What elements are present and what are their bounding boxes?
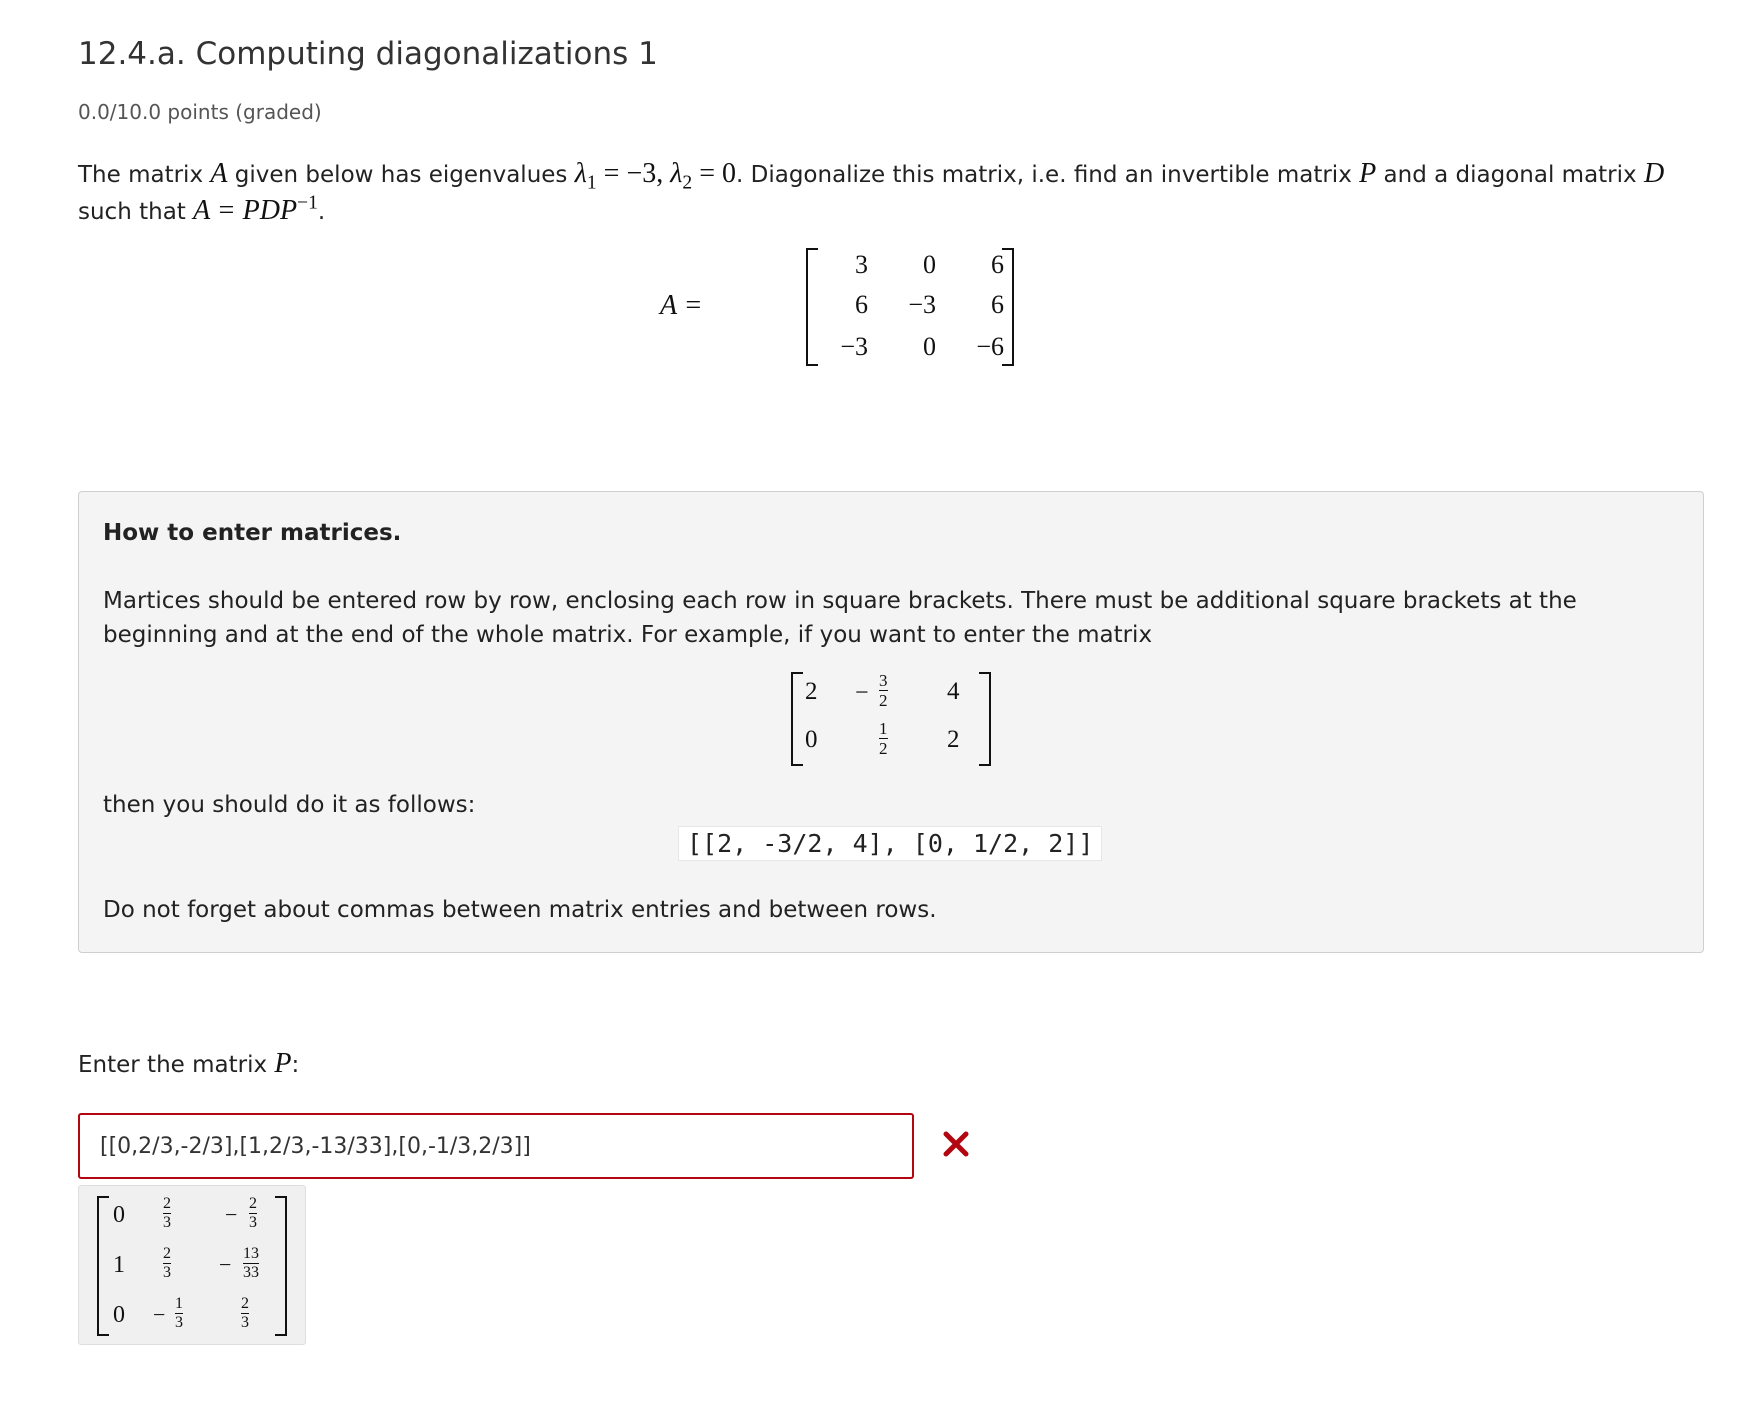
matrix-a-symbol: A <box>210 158 228 189</box>
matrix-p-symbol: P <box>1359 158 1377 189</box>
lambda-symbol: λ <box>670 158 683 189</box>
matrix-p-input[interactable] <box>78 1113 914 1179</box>
intro-text: The matrix <box>78 162 204 188</box>
matrix-cell: −6 <box>976 332 1004 361</box>
lambda-symbol: λ <box>574 158 587 189</box>
intro-text: . Diagonalize this matrix, i.e. find an invertible matrix <box>736 162 1352 188</box>
instructions-title: How to enter matrices. <box>103 520 402 546</box>
matrix-cell: −3 <box>908 290 936 319</box>
inverse-superscript: −1 <box>297 192 318 214</box>
matrix-fraction: 2 3 <box>241 1295 249 1331</box>
intro-text: such that <box>78 199 186 225</box>
instructions-paragraph: Martices should be entered row by row, enclosing each row in square brackets. There must be additional square brackets at the beginning and at the end of the whole matrix. For example, if you want to enter the matrix <box>103 588 1577 648</box>
matrix-cell: 2 <box>947 726 960 753</box>
decomposition-equation: A = PDP <box>193 195 298 226</box>
intro-text: given below has eigenvalues <box>234 162 568 188</box>
matrix-cell: 6 <box>991 290 1004 319</box>
instructions-reminder: Do not forget about commas between matrix entries and between rows. <box>103 897 937 923</box>
sentence-end: . <box>317 199 326 225</box>
matrix-cell: 0 <box>113 1302 125 1328</box>
instructions-then-text: then you should do it as follows: <box>103 792 476 818</box>
minus-sign: − <box>219 1252 232 1277</box>
matrix-cell: 6 <box>855 290 868 319</box>
example-matrix <box>791 672 991 764</box>
lambda-subscript: 2 <box>682 172 693 194</box>
matrix-fraction: 2 3 <box>163 1245 171 1281</box>
matrix-cell: −3 <box>840 332 868 361</box>
problem-statement <box>78 156 1698 230</box>
matrix-fraction: 1 3 <box>175 1295 183 1331</box>
example-code: [[2, -3/2, 4], [0, 1/2, 2]] <box>678 826 1102 861</box>
problem-title: 12.4.a. Computing diagonalizations 1 <box>78 36 658 72</box>
right-bracket <box>275 1196 287 1336</box>
matrix-cell: 4 <box>947 678 960 705</box>
matrix-cell: 0 <box>923 250 936 279</box>
points-status: 0.0/10.0 points (graded) <box>78 100 322 124</box>
matrix-a <box>748 248 1028 368</box>
eigenvalue-2: = 0 <box>699 158 736 189</box>
matrix-d-symbol: D <box>1643 158 1665 189</box>
matrix-cell: 6 <box>991 250 1004 279</box>
right-bracket <box>979 672 991 766</box>
minus-sign: − <box>153 1302 166 1327</box>
matrix-fraction: 2 3 <box>163 1195 171 1231</box>
intro-text: and a diagonal matrix <box>1383 162 1637 188</box>
answer-label: Enter the matrix P: <box>78 1048 300 1079</box>
incorrect-x-icon <box>942 1130 970 1158</box>
left-bracket <box>97 1196 109 1336</box>
matrix-fraction: 1 2 <box>879 719 888 758</box>
matrix-a-label: A = <box>660 290 703 321</box>
matrix-cell: 0 <box>113 1202 125 1228</box>
answer-preview <box>78 1185 306 1345</box>
left-bracket <box>791 672 803 766</box>
matrix-cell: 3 <box>855 250 868 279</box>
minus-sign: − <box>225 1202 238 1227</box>
lambda-subscript: 1 <box>586 172 597 194</box>
instructions-box <box>78 491 1704 953</box>
matrix-cell: 2 <box>805 678 818 705</box>
matrix-cell: 0 <box>805 726 818 753</box>
matrix-fraction: 2 3 <box>249 1195 257 1231</box>
matrix-fraction: 13 33 <box>243 1245 259 1281</box>
matrix-cell: 0 <box>923 332 936 361</box>
matrix-fraction: 3 2 <box>879 671 888 710</box>
eigenvalue-1: = −3, <box>603 158 664 189</box>
minus-sign: − <box>855 680 869 706</box>
matrix-cell: 1 <box>113 1252 125 1278</box>
matrix-p-symbol: P <box>274 1048 292 1079</box>
